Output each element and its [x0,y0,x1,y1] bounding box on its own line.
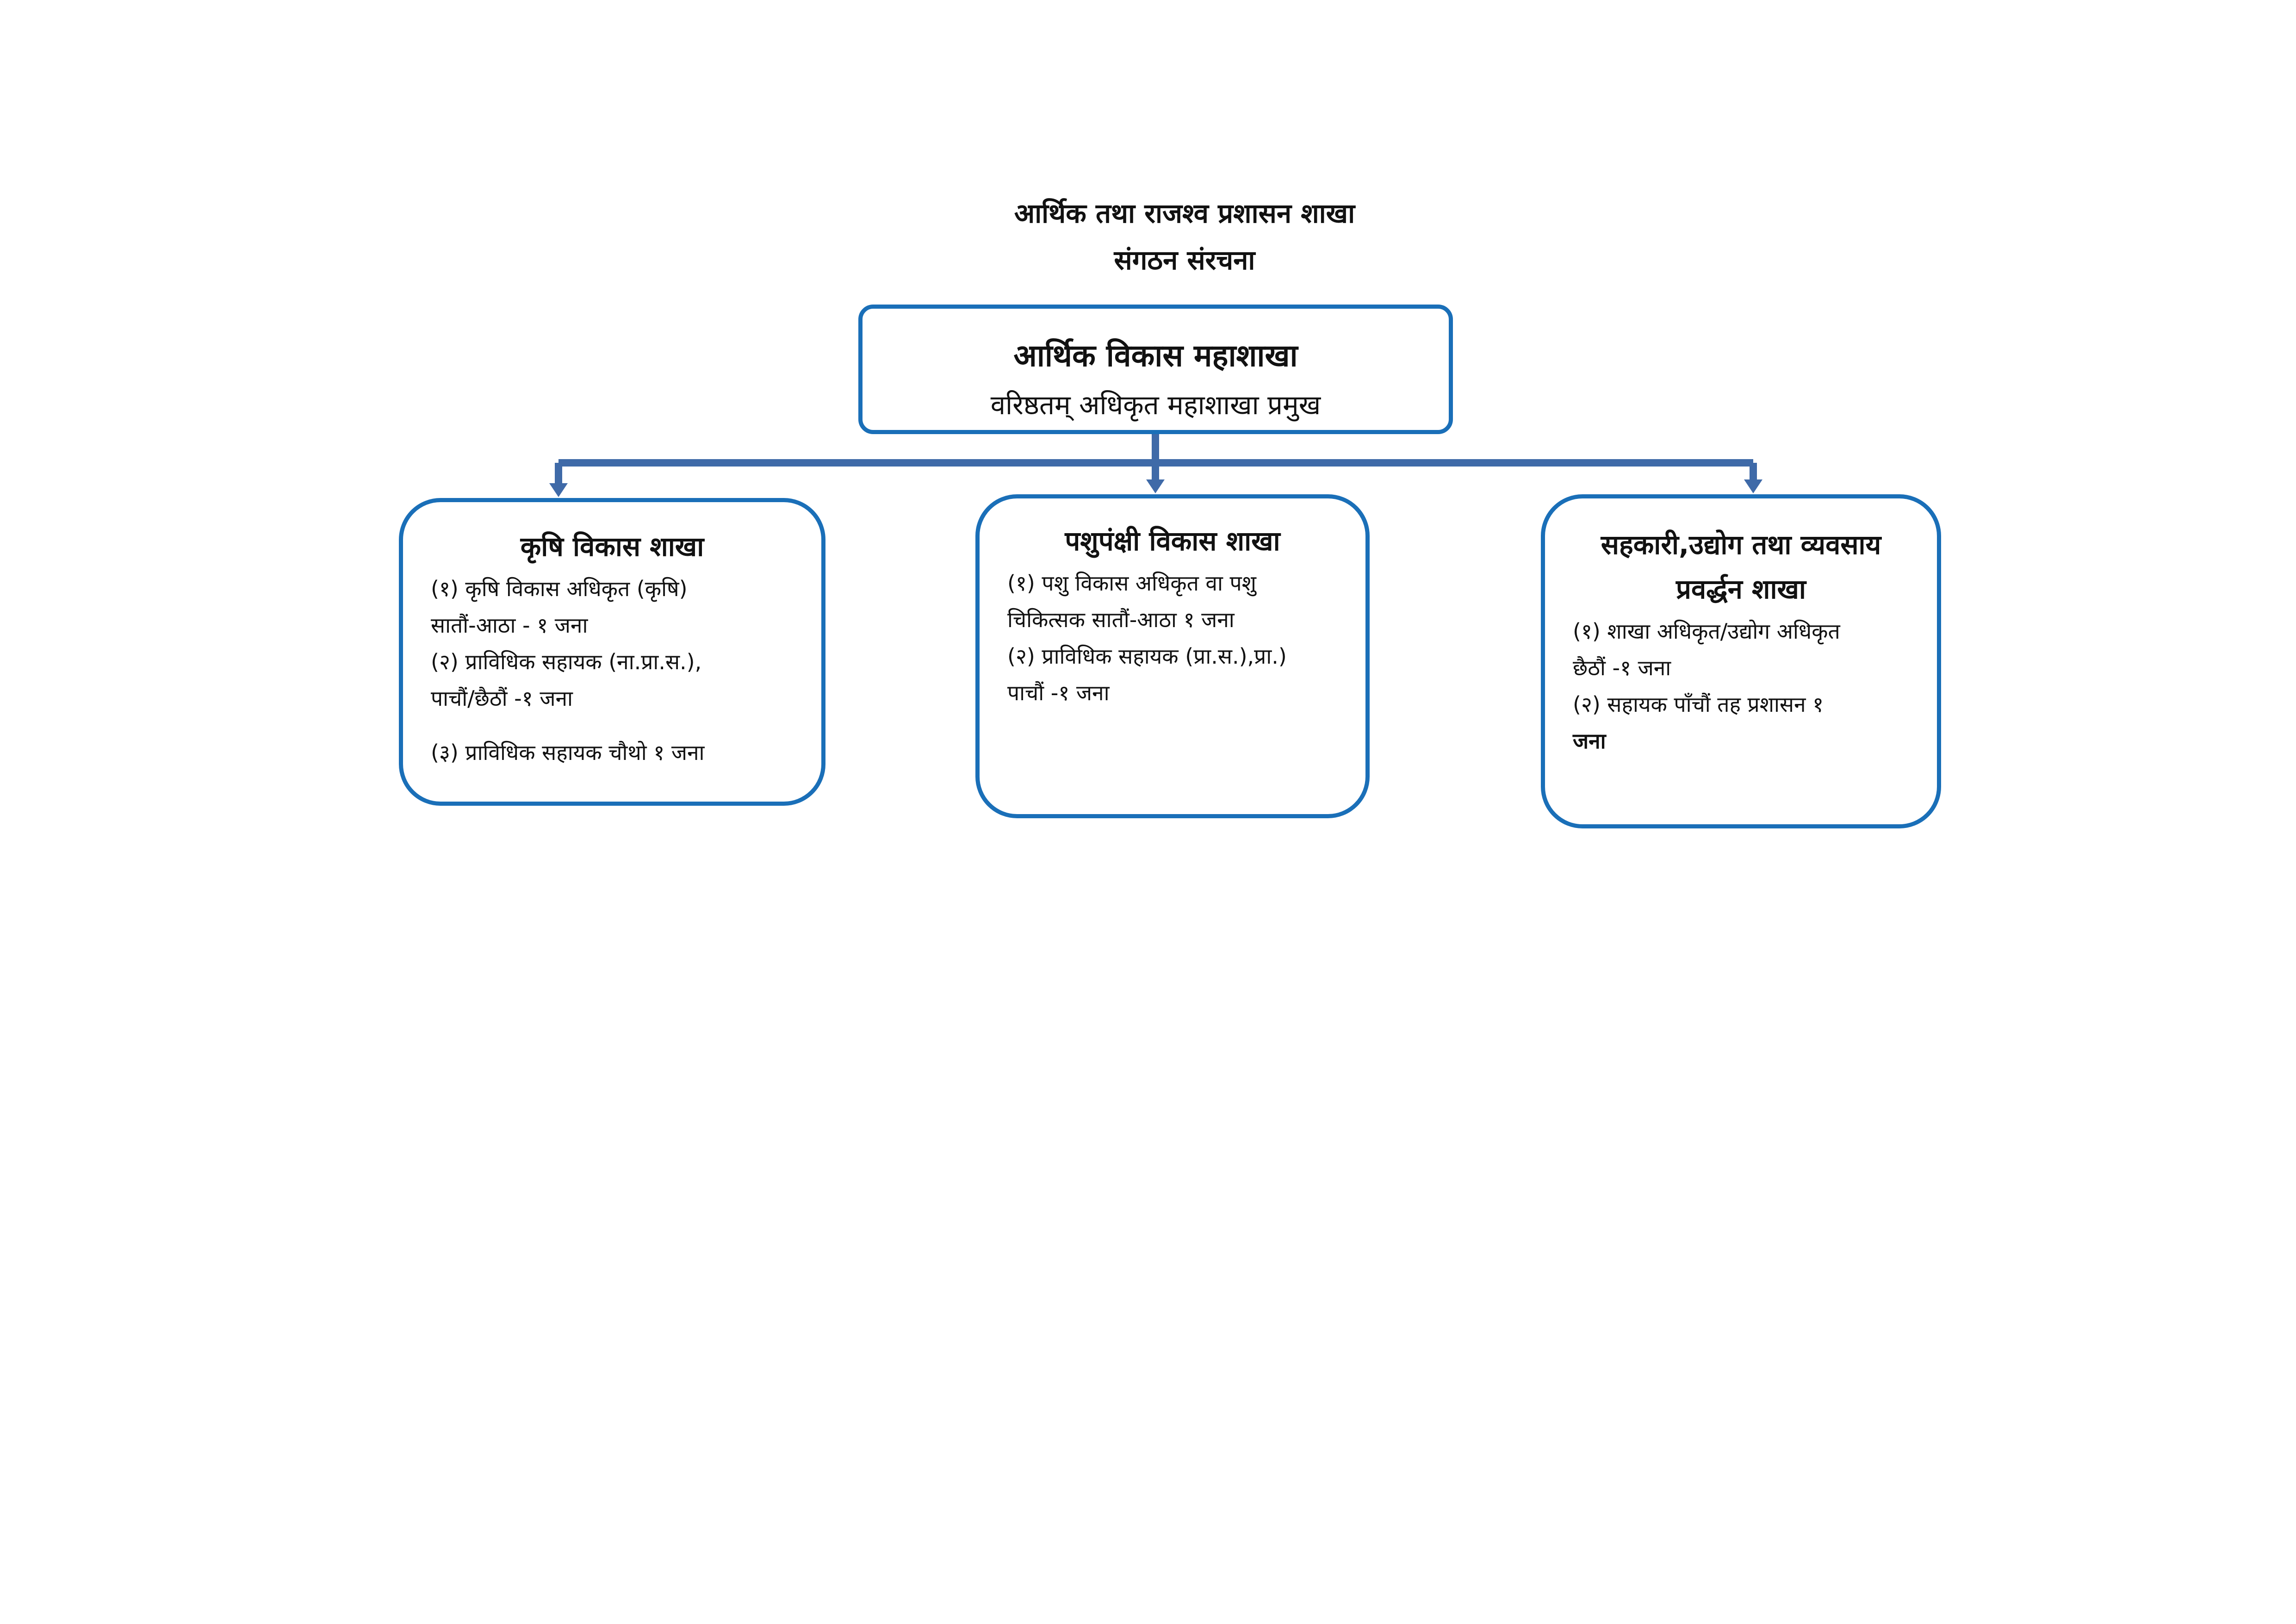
branch-box-cooperative [1541,494,1941,828]
branch-title [1573,523,1909,611]
list-item: पाचौं/छैठौं -१ जना [431,686,573,711]
arrowhead-right [1744,479,1762,493]
branch-box-agriculture [399,498,825,806]
list-item: (२) सहायक पाँचौं तह प्रशासन १ [1573,692,1824,717]
branch-box-livestock [975,494,1370,818]
arrowhead-center [1146,479,1165,493]
branch-title: कृषि विकास शाखा [520,531,704,562]
list-item: (१) पशु विकास अधिकृत वा पशु [1007,571,1256,596]
branch-title: पशुपंक्षी विकास शाखा [1065,525,1280,557]
list-item: छैठौं -१ जना [1573,655,1671,680]
list-item: पाचौं -१ जना [1007,680,1110,705]
list-item: जना [1573,728,1606,753]
list-item: (१) कृषि विकास अधिकृत (कृषि) [431,576,688,601]
chart-subtitle: संगठन संरचना [1114,244,1255,276]
arrowhead-left [549,483,568,497]
division-head-role: वरिष्ठतम् अधिकृत महाशाखा प्रमुख [990,389,1321,421]
list-item: (३) प्राविधिक सहायक चौथो १ जना [431,740,705,765]
chart-title: आर्थिक तथा राजश्व प्रशासन शाखा [1014,198,1355,229]
branch-staff-list [431,571,794,771]
list-item: सातौं-आठा - १ जना [431,613,588,638]
list-item: चिकित्सक सातौं-आठा १ जना [1007,607,1235,632]
division-heading: आर्थिक विकास महाशाखा [1013,338,1298,373]
list-item: (२) प्राविधिक सहायक (प्रा.स.),प्रा.) [1007,644,1287,669]
branch-staff-list [1007,565,1338,711]
top-division-box [858,305,1453,434]
branch-staff-list [1573,613,1909,759]
branch-title-line-1: सहकारी,उद्योग तथा व्यवसाय [1601,529,1881,560]
list-item: (२) प्राविधिक सहायक (ना.प्रा.स.), [431,649,702,674]
branch-title-line-2: प्रवर्द्धन शाखा [1676,573,1806,605]
list-item: (१) शाखा अधिकृत/उद्योग अधिकृत [1573,619,1840,644]
